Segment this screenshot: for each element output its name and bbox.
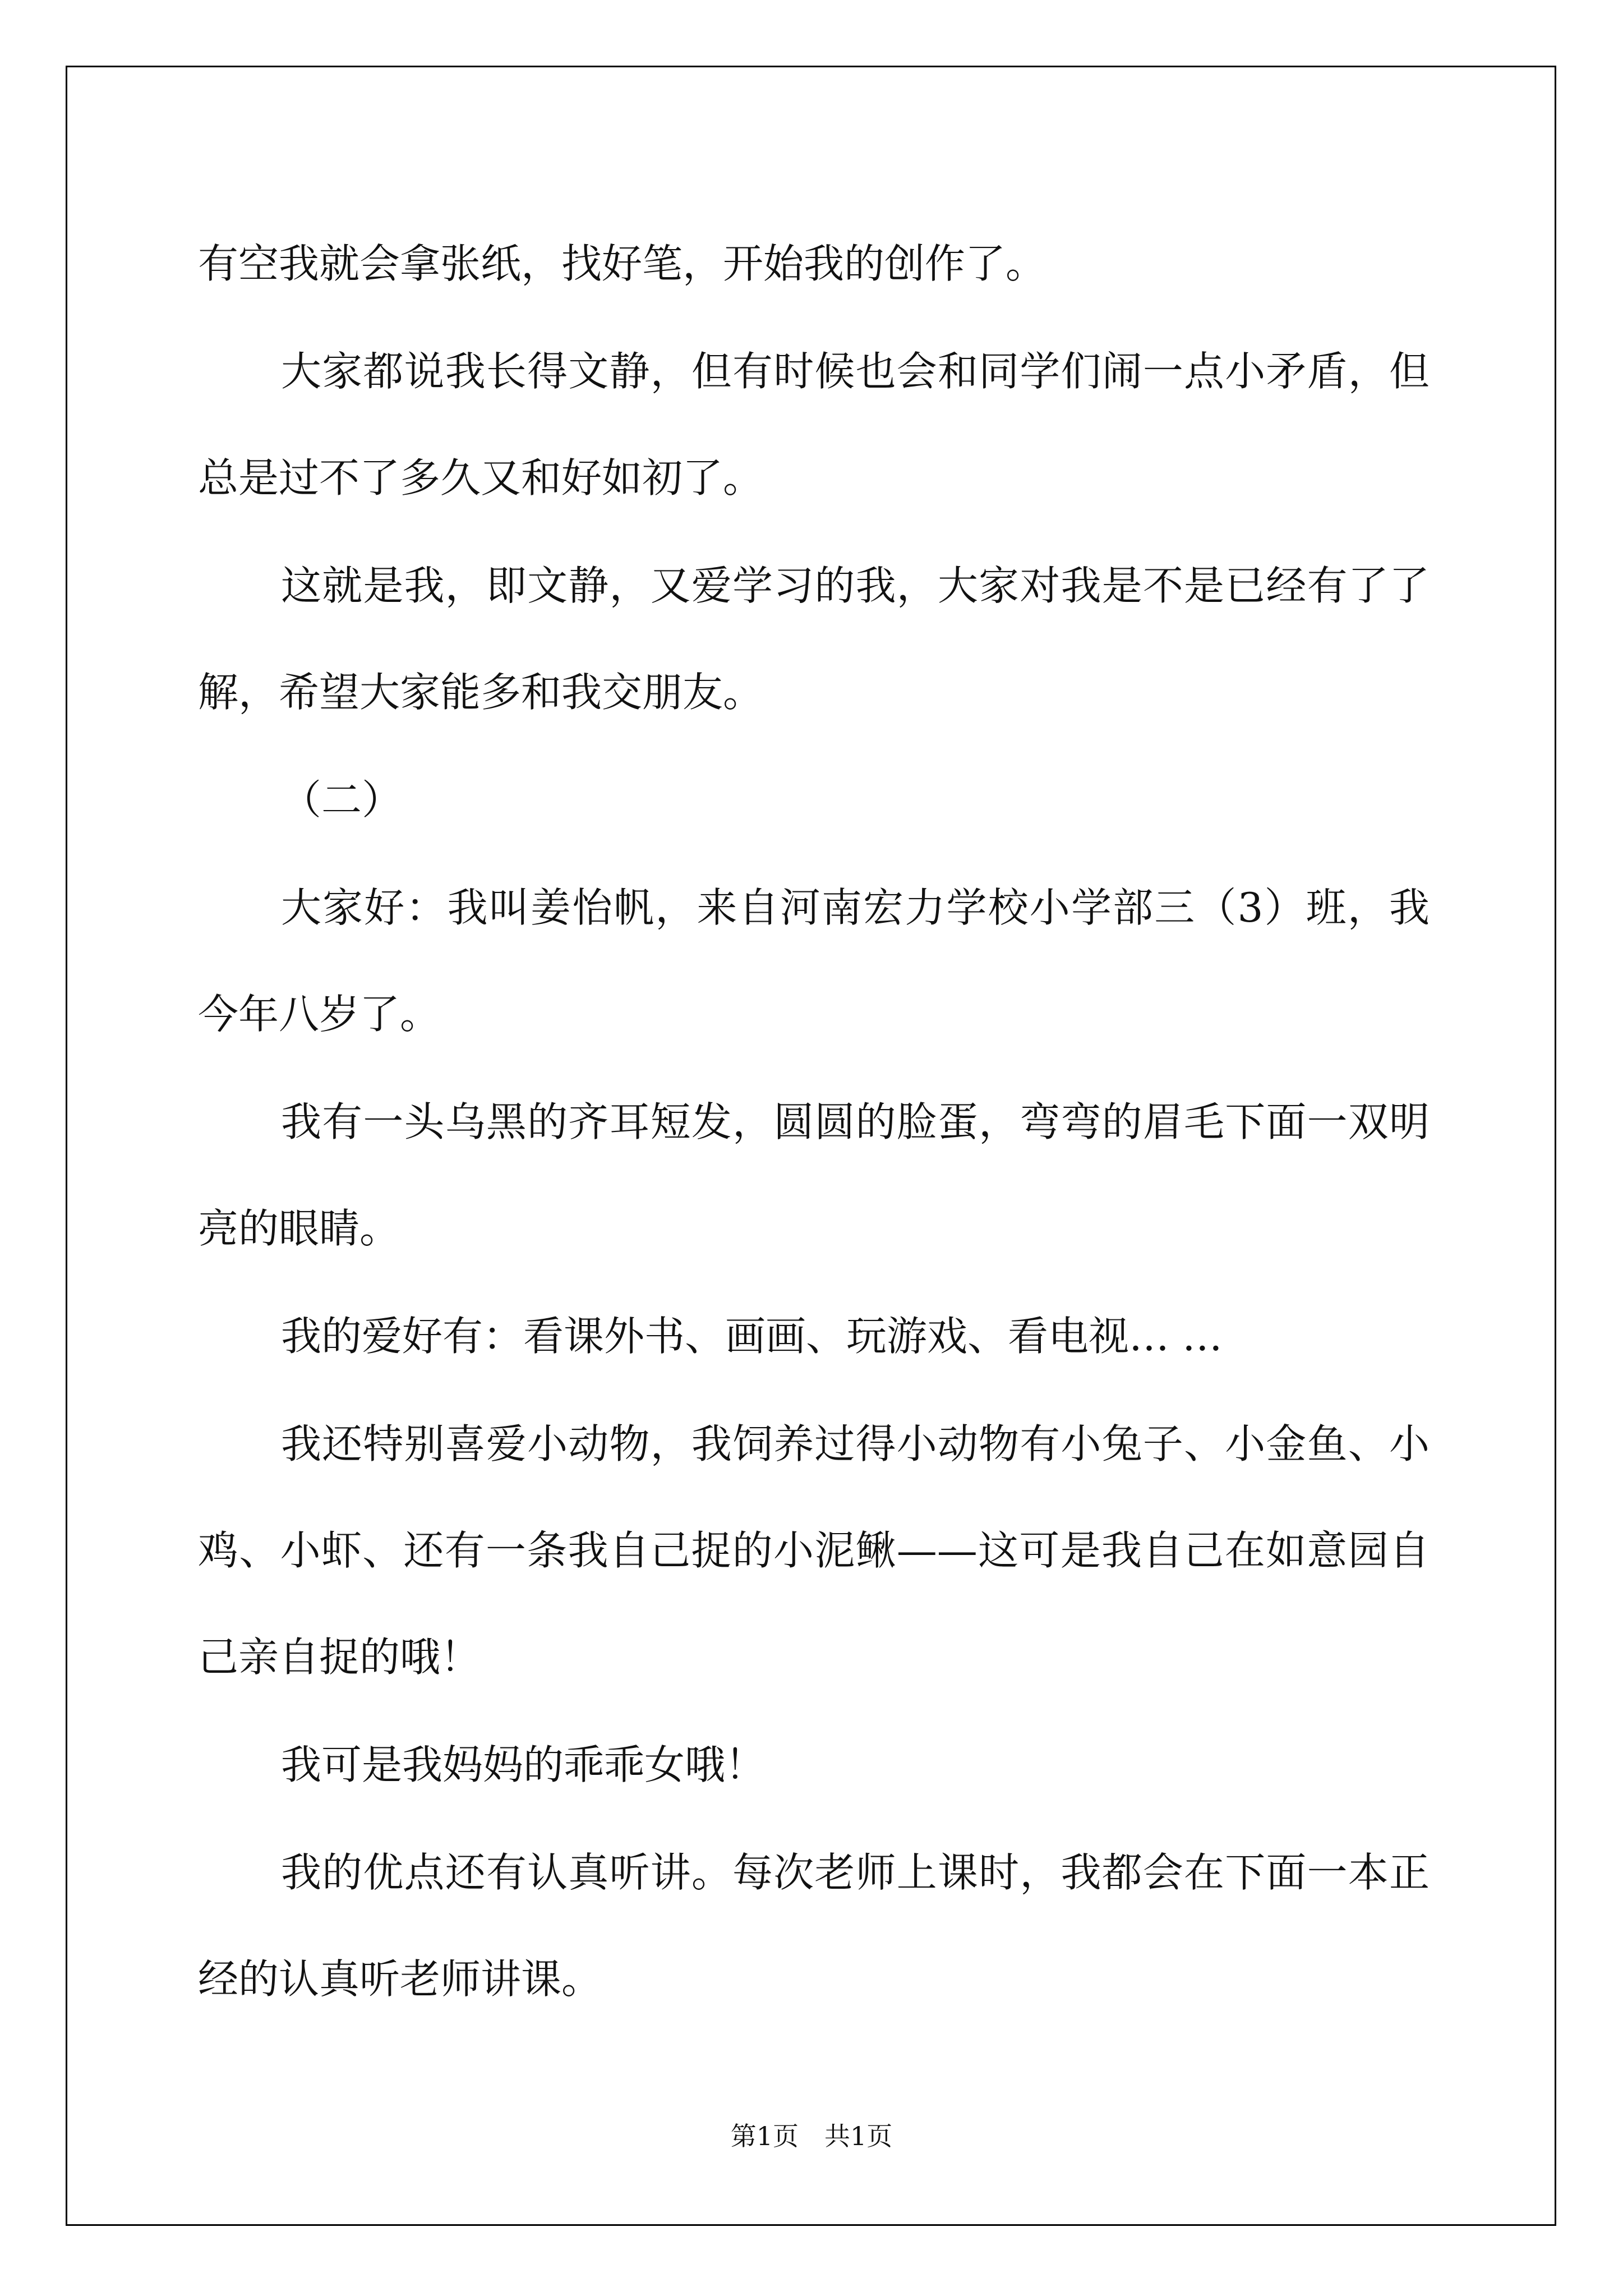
- page-number: 第1页: [730, 2121, 799, 2151]
- section-heading: （二）: [281, 776, 403, 823]
- paragraph-9: 我可是我妈妈的乖乖女哦！: [281, 1741, 766, 1788]
- paragraph-5: 大家好：我叫姜怡帆，来自河南宏力学校小学部三（3）班，我今年八岁了。: [198, 884, 1430, 1038]
- page-footer: [0, 2116, 1623, 2153]
- paragraph-10: 我的优点还有认真听讲。每次老师上课时，我都会在下面一本正经的认真听老师讲课。: [198, 1849, 1430, 2003]
- paragraph-1: 有空我就会拿张纸，找好笔，开始我的创作了。: [198, 240, 1046, 287]
- paragraph-7: 我的爱好有：看课外书、画画、玩游戏、看电视… …: [281, 1313, 1223, 1360]
- page-total: 共1页: [824, 2121, 893, 2151]
- paragraph-3: 这就是我，即文静，又爱学习的我，大家对我是不是已经有了了解，希望大家能多和我交朋友。: [198, 562, 1430, 716]
- paragraph-6: 我有一头乌黑的齐耳短发，圆圆的脸蛋，弯弯的眉毛下面一双明亮的眼睛。: [198, 1098, 1430, 1252]
- paragraph-2: 大家都说我长得文静，但有时候也会和同学们闹一点小矛盾，但总是过不了多久又和好如初了。: [198, 348, 1430, 501]
- document-body: [198, 210, 1430, 2033]
- paragraph-8: 我还特别喜爱小动物，我饲养过得小动物有小兔子、小金鱼、小鸡、小虾、还有一条我自己捉的小泥鳅——这可是我自己在如意园自己亲自捉的哦！: [198, 1420, 1430, 1681]
